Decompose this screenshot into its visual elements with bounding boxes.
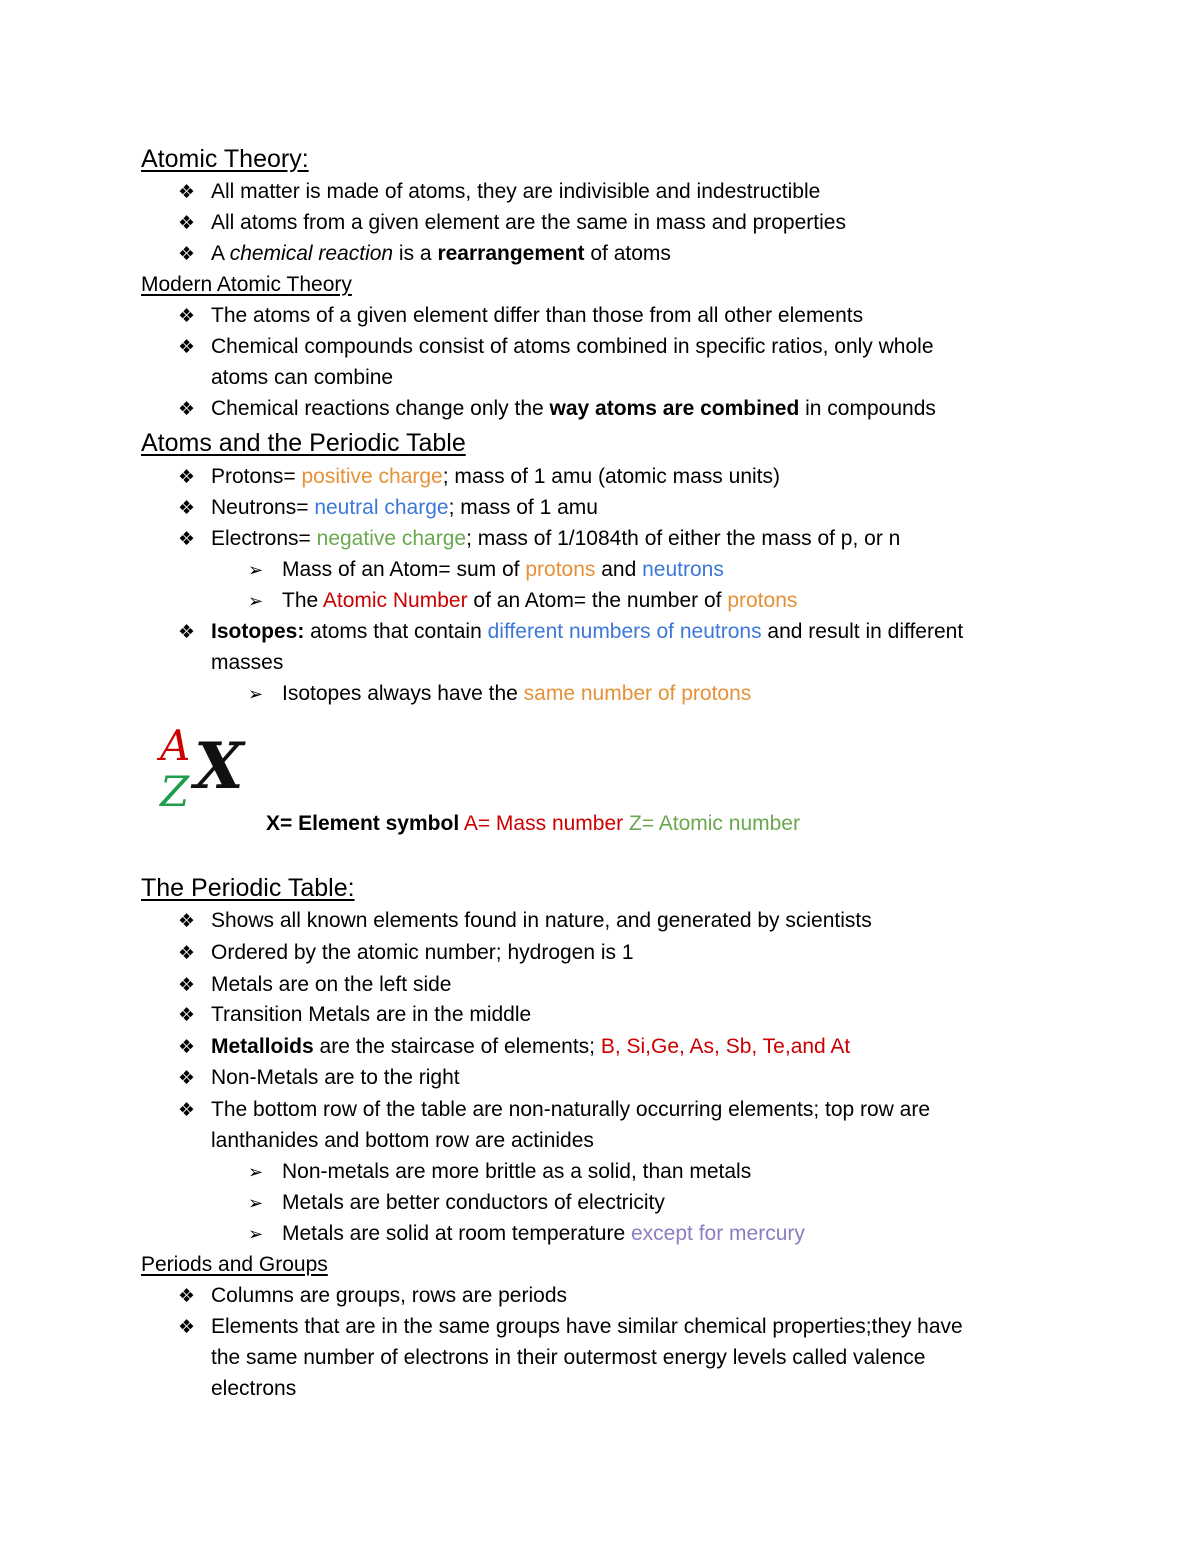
diamond-bullet-icon: ❖	[178, 1100, 196, 1121]
subbullet-brittle: ➢ Non-metals are more brittle as a solid, than metals	[248, 1156, 751, 1188]
notation-legend: X= Element symbol A= Mass number Z= Atomic number	[266, 812, 800, 835]
diamond-bullet-icon: ❖	[178, 1037, 196, 1058]
bullet-atoms-indivisible: ❖ All matter is made of atoms, they are indivisible and indestructible	[178, 176, 820, 208]
diamond-bullet-icon: ❖	[178, 943, 196, 964]
diamond-bullet-icon: ❖	[178, 911, 196, 932]
bullet-metals-left: ❖ Metals are on the left side	[178, 969, 451, 1001]
bullet-transition-metals: ❖ Transition Metals are in the middle	[178, 999, 531, 1031]
element-symbol: X	[194, 729, 244, 804]
bullet-atoms-same: ❖ All atoms from a given element are the same in mass and properties	[178, 207, 846, 239]
subbullet-atomic-number: ➢ The Atomic Number of an Atom= the number of protons	[248, 585, 797, 617]
bullet-electrons: ❖ Electrons= negative charge; mass of 1/1084th of either the mass of p, or n	[178, 523, 900, 555]
bullet-reactions-change: ❖ Chemical reactions change only the way atoms are combined in compounds	[178, 393, 936, 425]
diamond-bullet-icon: ❖	[178, 213, 196, 234]
subbullet-isotopes-protons: ➢ Isotopes always have the same number of protons	[248, 678, 751, 710]
diamond-bullet-icon: ❖	[178, 975, 196, 996]
diamond-bullet-icon: ❖	[178, 498, 196, 519]
bullet-same-groups-cont-2: electrons	[211, 1377, 297, 1400]
atomic-number-symbol: Z	[160, 767, 190, 816]
diamond-bullet-icon: ❖	[178, 306, 196, 327]
heading-atoms-periodic-table: Atoms and the Periodic Table	[141, 429, 466, 457]
arrow-bullet-icon: ➢	[248, 1224, 264, 1244]
heading-modern-atomic-theory: Modern Atomic Theory	[141, 273, 352, 296]
diamond-bullet-icon: ❖	[178, 1317, 196, 1338]
bullet-isotopes-cont: masses	[211, 651, 284, 674]
bullet-columns-groups: ❖ Columns are groups, rows are periods	[178, 1280, 567, 1312]
diamond-bullet-icon: ❖	[178, 529, 196, 550]
bullet-metalloids: ❖ Metalloids are the staircase of elements; B, Si,Ge, As, Sb, Te,and At	[178, 1031, 850, 1063]
heading-periods-groups: Periods and Groups	[141, 1253, 328, 1276]
bullet-neutrons: ❖ Neutrons= neutral charge; mass of 1 amu	[178, 492, 598, 524]
diamond-bullet-icon: ❖	[178, 182, 196, 203]
bullet-known-elements: ❖ Shows all known elements found in nature, and generated by scientists	[178, 905, 872, 937]
diamond-bullet-icon: ❖	[178, 337, 196, 358]
arrow-bullet-icon: ➢	[248, 560, 264, 580]
diamond-bullet-icon: ❖	[178, 1286, 196, 1307]
bullet-same-groups-cont-1: the same number of electrons in their outermost energy levels called valence	[211, 1346, 926, 1369]
arrow-bullet-icon: ➢	[248, 1193, 264, 1213]
diamond-bullet-icon: ❖	[178, 399, 196, 420]
arrow-bullet-icon: ➢	[248, 591, 264, 611]
arrow-bullet-icon: ➢	[248, 1162, 264, 1182]
diamond-bullet-icon: ❖	[178, 1068, 196, 1089]
bullet-isotopes: ❖ Isotopes: atoms that contain different numbers of neutrons and result in different	[178, 616, 963, 648]
diamond-bullet-icon: ❖	[178, 1005, 196, 1026]
diamond-bullet-icon: ❖	[178, 622, 196, 643]
bullet-ordered: ❖ Ordered by the atomic number; hydrogen is 1	[178, 937, 634, 969]
bullet-atoms-differ: ❖ The atoms of a given element differ than those from all other elements	[178, 300, 863, 332]
mass-number-symbol: A	[160, 721, 191, 770]
subbullet-conductors: ➢ Metals are better conductors of electricity	[248, 1187, 665, 1219]
bullet-protons: ❖ Protons= positive charge; mass of 1 amu (atomic mass units)	[178, 461, 780, 493]
bullet-bottom-row: ❖ The bottom row of the table are non-naturally occurring elements; top row are	[178, 1094, 930, 1126]
nuclide-notation-figure	[158, 721, 250, 820]
diamond-bullet-icon: ❖	[178, 467, 196, 488]
subbullet-mass-of-atom: ➢ Mass of an Atom= sum of protons and neutrons	[248, 554, 724, 586]
heading-atomic-theory: Atomic Theory:	[141, 145, 309, 173]
bullet-nonmetals-right: ❖ Non-Metals are to the right	[178, 1062, 460, 1094]
bullet-compounds-cont: atoms can combine	[211, 366, 394, 389]
heading-periodic-table: The Periodic Table:	[141, 874, 355, 902]
diamond-bullet-icon: ❖	[178, 244, 196, 265]
bullet-same-groups: ❖ Elements that are in the same groups have similar chemical properties;they have	[178, 1311, 963, 1343]
bullet-chemical-reaction: ❖ A chemical reaction is a rearrangement of atoms	[178, 238, 671, 270]
bullet-bottom-row-cont: lanthanides and bottom row are actinides	[211, 1129, 594, 1152]
bullet-compounds: ❖ Chemical compounds consist of atoms combined in specific ratios, only whole	[178, 331, 934, 363]
subbullet-solid-metals: ➢ Metals are solid at room temperature except for mercury	[248, 1218, 805, 1250]
arrow-bullet-icon: ➢	[248, 684, 264, 704]
